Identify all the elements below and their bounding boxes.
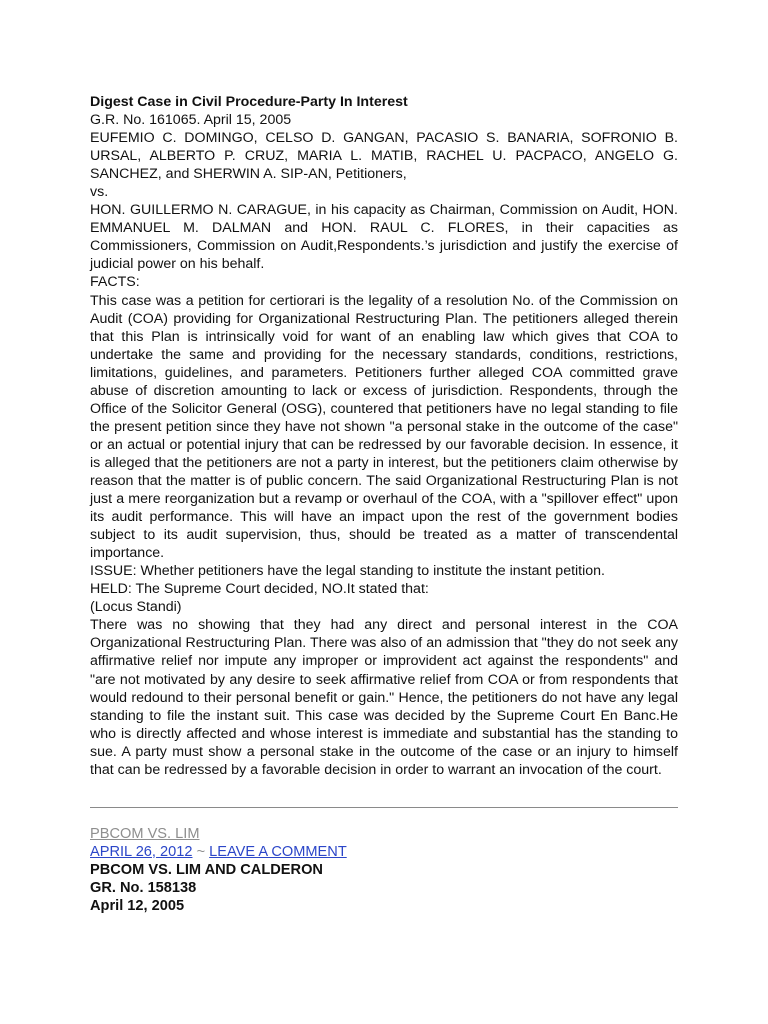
- issue-text: ISSUE: Whether petitioners have the legal standing to institute the instant petition.: [90, 563, 605, 580]
- leave-comment-link[interactable]: LEAVE A COMMENT: [209, 844, 347, 860]
- facts-paragraph: This case was a petition for certiorari is the legality of a resolution No. of the Commission on Audit (COA) providing for Organizational Restructuring Plan. The petitioners alleged therein that this Plan is intrinsically void for want of an enabling law which gives that COA to undertake the same and providing for the necessary standards, conditions, restrictions, limitations, guidelines, and parameters. Petitioners further alleged COA committed grave abuse of discretion amounting to lack or excess of jurisdiction. Respondents, through the Office of the Solicitor General (OSG), countered that petitioners have no legal standing to file the present petition since they have not shown "a personal stake in the outcome of the case" or an actual or potential injury that can be redressed by our favorable decision. In essence, it is alleged that the petitioners are not a party in interest, but the petitioners claim otherwise by reason that the matter is of public concern. The said Organizational Restructuring Plan is not just a mere reorganization but a revamp or overhaul of the COA, with a "spillover effect" upon its audit performance. This will have an impact upon the rest of the government bodies subject to its audit supervision, thus, should be treated as a matter of transcendental importance.: [90, 292, 678, 562]
- held-paragraph: There was no showing that they had any direct and personal interest in the COA Organizational Restructuring Plan. There was also of an admission that "they do not seek any affirmative relief nor impute any improper or improvident act against the respondents" and "are not motivated by any desire to seek affirmative relief from COA or from respondents that would redound to their personal benefit or gain." Hence, the petitioners do not have any legal standing to file the instant suit. This case was decided by the Supreme Court En Banc.He who is directly affected and whose interest is immediate and substantial has the standing to sue. A party must show a personal stake in the outcome of the case or an injury to himself that can be redressed by a favorable decision in order to warrant an invocation of the court.: [90, 617, 678, 778]
- case-gr-number: G.R. No. 161065. April 15, 2005: [90, 112, 292, 129]
- digest-title: Digest Case in Civil Procedure-Party In Interest: [90, 94, 408, 110]
- post-gr-number: GR. No. 158138: [90, 880, 197, 896]
- next-post: [90, 825, 678, 915]
- respondents-text: HON. GUILLERMO N. CARAGUE, in his capacity as Chairman, Commission on Audit, HON. EMMANUEL M. DALMAN and HON. RAUL C. FLORES, in their capacities as Commissioners, Commission on Audit,Respondents.’s jurisdiction and justify the exercise of judicial power on his behalf.: [90, 202, 678, 273]
- post-heading: PBCOM VS. LIM AND CALDERON: [90, 862, 323, 878]
- facts-heading: FACTS:: [90, 274, 140, 291]
- petitioners-text: EUFEMIO C. DOMINGO, CELSO D. GANGAN, PACASIO S. BANARIA, SOFRONIO B. URSAL, ALBERTO P. CRUZ, MARIA L. MATIB, RACHEL U. PACPACO, ANGELO G. SANCHEZ, and SHERWIN A. SIP-AN, Petitioners,: [90, 130, 678, 183]
- versus-text: vs.: [90, 184, 109, 201]
- post-title-link[interactable]: PBCOM VS. LIM: [90, 826, 200, 842]
- divider: [90, 807, 678, 808]
- locus-standi-text: (Locus Standi): [90, 599, 182, 616]
- held-text: HELD: The Supreme Court decided, NO.It stated that:: [90, 581, 429, 598]
- post-date-text: April 12, 2005: [90, 898, 185, 914]
- case-digest: [90, 93, 678, 779]
- meta-separator: ~: [196, 844, 206, 860]
- post-meta: [90, 843, 678, 861]
- post-date-link[interactable]: APRIL 26, 2012: [90, 844, 193, 860]
